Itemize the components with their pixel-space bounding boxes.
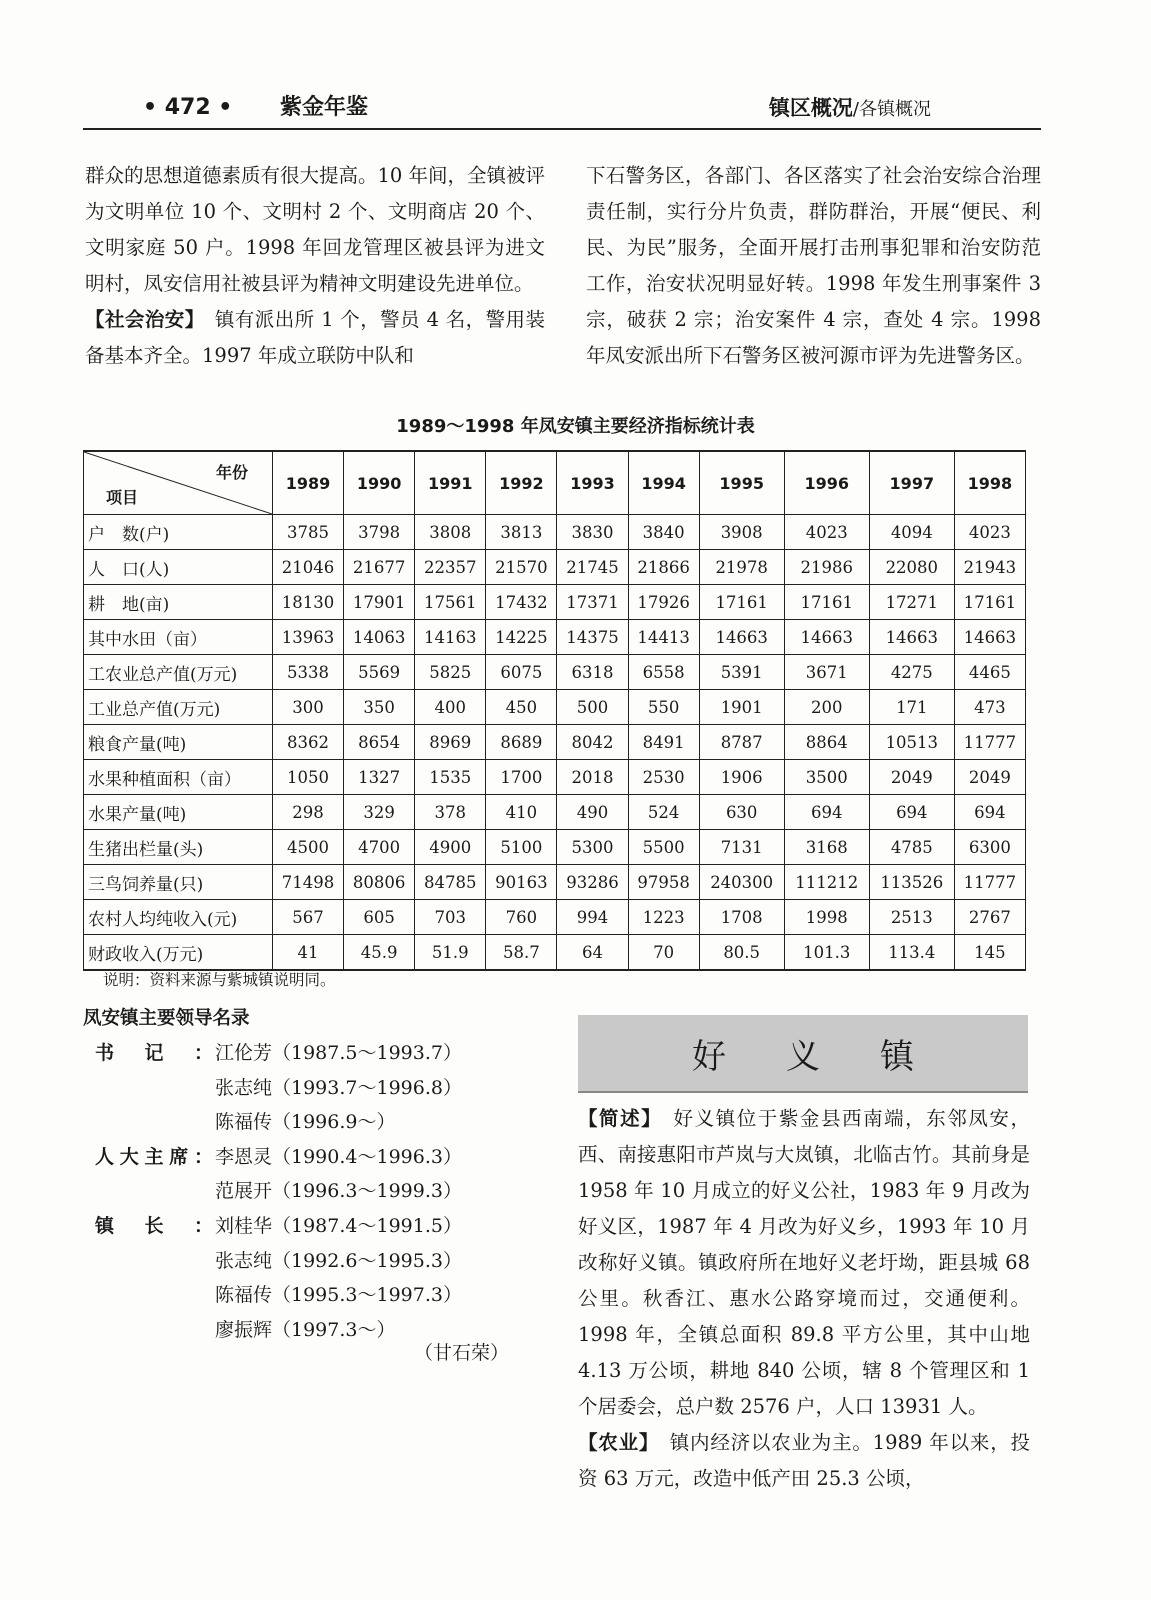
leader-row — [95, 1244, 462, 1279]
row-label: 工业总产值(万元) — [84, 690, 273, 725]
table-cell: 760 — [486, 900, 557, 935]
table-cell: 5569 — [344, 655, 415, 690]
table-cell: 2530 — [628, 760, 699, 795]
table-row — [84, 550, 1026, 585]
table-cell: 70 — [628, 935, 699, 971]
leader-role — [95, 1278, 215, 1313]
leader-row — [95, 1174, 462, 1209]
leader-row — [95, 1278, 462, 1313]
table-cell: 8362 — [273, 725, 344, 760]
table-cell: 694 — [784, 795, 869, 830]
table-cell: 1901 — [699, 690, 784, 725]
table-cell: 21866 — [628, 550, 699, 585]
row-label: 工农业总产值(万元) — [84, 655, 273, 690]
table-row — [84, 865, 1026, 900]
table-cell: 5500 — [628, 830, 699, 865]
row-label: 户 数(户) — [84, 515, 273, 550]
town-name: 好义镇 — [692, 1037, 974, 1077]
table-cell: 3500 — [784, 760, 869, 795]
table-cell: 4275 — [869, 655, 954, 690]
table-cell: 1535 — [415, 760, 486, 795]
table-cell: 2513 — [869, 900, 954, 935]
year-header: 1998 — [954, 451, 1025, 515]
table-cell: 17926 — [628, 585, 699, 620]
table-cell: 4023 — [784, 515, 869, 550]
table-cell: 111212 — [784, 865, 869, 900]
row-label: 水果产量(吨) — [84, 795, 273, 830]
row-label: 耕 地(亩) — [84, 585, 273, 620]
table-row — [84, 620, 1026, 655]
leader-row — [95, 1036, 462, 1071]
table-cell: 524 — [628, 795, 699, 830]
leader-role — [95, 1105, 215, 1140]
table-cell: 21986 — [784, 550, 869, 585]
table-cell: 500 — [557, 690, 628, 725]
table-cell: 3813 — [486, 515, 557, 550]
leaders-list — [95, 1036, 462, 1347]
table-cell: 3168 — [784, 830, 869, 865]
table-cell: 4023 — [954, 515, 1025, 550]
table-cell: 113526 — [869, 865, 954, 900]
table-cell: 4700 — [344, 830, 415, 865]
table-cell: 14663 — [699, 620, 784, 655]
paragraph-agriculture — [578, 1425, 1030, 1497]
table-cell: 58.7 — [486, 935, 557, 971]
table-cell: 5100 — [486, 830, 557, 865]
table-cell: 450 — [486, 690, 557, 725]
table-cell: 1906 — [699, 760, 784, 795]
town-title-banner — [578, 1015, 1028, 1093]
page-number: • 472 • — [143, 95, 233, 120]
leader-entry: 陈福传（1995.3～1997.3） — [215, 1284, 462, 1307]
table-cell: 3785 — [273, 515, 344, 550]
year-header: 1992 — [486, 451, 557, 515]
table-cell: 13963 — [273, 620, 344, 655]
table-row — [84, 935, 1026, 971]
table-cell: 350 — [344, 690, 415, 725]
table-cell: 11777 — [954, 725, 1025, 760]
table-cell: 2018 — [557, 760, 628, 795]
leader-entry: 范展开（1996.3～1999.3） — [215, 1180, 462, 1203]
table-cell: 378 — [415, 795, 486, 830]
table-cell: 11777 — [954, 865, 1025, 900]
table-row — [84, 830, 1026, 865]
leader-role — [95, 1174, 215, 1209]
paragraph-civilization: 群众的思想道德素质有很大提高。10 年间，全镇被评为文明单位 10 个、文明村 2 个、文明商店 20 个、文明家庭 50 户。1998 年回龙管理区被县评为进文明村，凤安信用社被县评为精神文明建设先进单位。 — [85, 164, 546, 295]
table-cell: 3798 — [344, 515, 415, 550]
table-cell: 17432 — [486, 585, 557, 620]
table-cell: 5391 — [699, 655, 784, 690]
table-cell: 5338 — [273, 655, 344, 690]
row-label: 粮食产量(吨) — [84, 725, 273, 760]
table-cell: 298 — [273, 795, 344, 830]
table-cell: 567 — [273, 900, 344, 935]
table-cell: 6300 — [954, 830, 1025, 865]
table-cell: 6558 — [628, 655, 699, 690]
table-cell: 14375 — [557, 620, 628, 655]
table-cell: 200 — [784, 690, 869, 725]
year-header: 1995 — [699, 451, 784, 515]
row-label: 三鸟饲养量(只) — [84, 865, 273, 900]
table-cell: 2049 — [869, 760, 954, 795]
table-cell: 3840 — [628, 515, 699, 550]
table-cell: 1708 — [699, 900, 784, 935]
corner-year-label: 年份 — [215, 463, 248, 482]
table-title: 1989～1998 年凤安镇主要经济指标统计表 — [396, 416, 755, 437]
right-column-top — [586, 158, 1041, 374]
year-header: 1996 — [784, 451, 869, 515]
year-header: 1990 — [344, 451, 415, 515]
table-cell: 171 — [869, 690, 954, 725]
table-cell: 3671 — [784, 655, 869, 690]
table-cell: 300 — [273, 690, 344, 725]
table-cell: 90163 — [486, 865, 557, 900]
table-cell: 5825 — [415, 655, 486, 690]
table-cell: 71498 — [273, 865, 344, 900]
table-note: 说明：资料来源与紫城镇说明同。 — [103, 971, 336, 989]
table-row — [84, 760, 1026, 795]
paragraph-agriculture-text: 镇内经济以农业为主。1989 年以来，投资 63 万元，改造中低产田 25.3 公顷， — [578, 1431, 1030, 1490]
table-cell: 101.3 — [784, 935, 869, 971]
header-right — [769, 92, 931, 122]
table-cell: 694 — [954, 795, 1025, 830]
table-cell: 145 — [954, 935, 1025, 971]
table-cell: 21745 — [557, 550, 628, 585]
year-header: 1997 — [869, 451, 954, 515]
corner-item-label: 项目 — [106, 488, 139, 507]
table-cell: 6075 — [486, 655, 557, 690]
table-row — [84, 795, 1026, 830]
table-cell: 14413 — [628, 620, 699, 655]
row-label: 水果种植面积（亩） — [84, 760, 273, 795]
table-cell: 1223 — [628, 900, 699, 935]
table-cell: 51.9 — [415, 935, 486, 971]
leader-role: 镇长： — [95, 1214, 213, 1237]
table-cell: 2049 — [954, 760, 1025, 795]
table-cell: 64 — [557, 935, 628, 971]
table-cell: 22357 — [415, 550, 486, 585]
table-cell: 4094 — [869, 515, 954, 550]
table-cell: 41 — [273, 935, 344, 971]
leader-entry: 刘桂华（1987.4～1991.5） — [215, 1214, 462, 1237]
table-cell: 14663 — [869, 620, 954, 655]
leader-entry: 李恩灵（1990.4～1996.3） — [215, 1145, 462, 1168]
table-cell: 17161 — [699, 585, 784, 620]
table-cell: 8864 — [784, 725, 869, 760]
author-credit: （甘石荣） — [414, 1342, 510, 1364]
table-cell: 329 — [344, 795, 415, 830]
leader-role — [95, 1244, 215, 1279]
table-corner-cell — [84, 451, 273, 515]
table-cell: 80806 — [344, 865, 415, 900]
table-cell: 21943 — [954, 550, 1025, 585]
table-cell: 17561 — [415, 585, 486, 620]
table-body — [84, 515, 1026, 971]
section-lead-agriculture: 【农业】 — [578, 1431, 650, 1454]
table-cell: 6318 — [557, 655, 628, 690]
row-label: 农村人均纯收入(元) — [84, 900, 273, 935]
leader-role: 人大主席： — [95, 1145, 213, 1168]
table-cell: 21677 — [344, 550, 415, 585]
leader-entry: 张志纯（1993.7～1996.8） — [215, 1076, 462, 1099]
table-cell: 8491 — [628, 725, 699, 760]
table-cell: 22080 — [869, 550, 954, 585]
table-cell: 8689 — [486, 725, 557, 760]
table-cell: 14663 — [784, 620, 869, 655]
table-cell: 1327 — [344, 760, 415, 795]
table-row — [84, 725, 1026, 760]
table-cell: 80.5 — [699, 935, 784, 971]
row-label: 人 口(人) — [84, 550, 273, 585]
table-cell: 84785 — [415, 865, 486, 900]
table-cell: 14063 — [344, 620, 415, 655]
table-cell: 17371 — [557, 585, 628, 620]
table-header-row — [84, 451, 1026, 515]
paragraph-police-district: 下石警务区，各部门、各区落实了社会治安综合治理责任制，实行分片负责，群防群治，开展“便民、利民、为民”服务，全面开展打击刑事犯罪和治安防范工作，治安状况明显好转。1998 年发生刑事案件 3 宗，破获 2 宗；治安案件 4 宗，查处 4 宗。1998 年凤安派出所下石警务区被河源市评为先进警务区。 — [586, 164, 1041, 367]
table-cell: 10513 — [869, 725, 954, 760]
year-header: 1989 — [273, 451, 344, 515]
table-cell: 1050 — [273, 760, 344, 795]
leader-row — [95, 1313, 462, 1348]
table-cell: 3808 — [415, 515, 486, 550]
paragraph-overview — [578, 1101, 1030, 1425]
leader-row — [95, 1140, 462, 1175]
paragraph-public-security — [85, 302, 545, 374]
leader-entry: 张志纯（1992.6～1995.3） — [215, 1249, 462, 1272]
table-cell: 630 — [699, 795, 784, 830]
table-cell: 605 — [344, 900, 415, 935]
row-label: 生猪出栏量(头) — [84, 830, 273, 865]
table-cell: 18130 — [273, 585, 344, 620]
row-label: 其中水田（亩） — [84, 620, 273, 655]
table-cell: 8969 — [415, 725, 486, 760]
leader-role — [95, 1313, 215, 1348]
leader-row — [95, 1071, 462, 1106]
table-cell: 14163 — [415, 620, 486, 655]
leader-role: 书记： — [95, 1042, 213, 1064]
paragraph-overview-text: 好义镇位于紫金县西南端，东邻凤安，西、南接惠阳市芦岚与大岚镇，北临古竹。其前身是 1958 年 10 月成立的好义公社，1983 年 9 月改为好义区，1987 年 4 月改为好义乡，1993 年 10 月改称好义镇。镇政府所在地好义老圩坳，距县城 68 公里。秋香江、惠水公路穿境而过，交通便利。1998 年，全镇总面积 89.8 平方公里，其中山地 4.13 万公顷，耕地 840 公顷，辖 8 个管理区和 1 个居委会，总户数 2576 户，人口 13931 人。 — [578, 1107, 1030, 1418]
table-cell: 703 — [415, 900, 486, 935]
year-header: 1994 — [628, 451, 699, 515]
leader-row — [95, 1209, 462, 1244]
table-cell: 3830 — [557, 515, 628, 550]
table-cell: 4465 — [954, 655, 1025, 690]
book-title: 紫金年鉴 — [280, 95, 369, 120]
table-cell: 1998 — [784, 900, 869, 935]
table-cell: 97958 — [628, 865, 699, 900]
section-lead-security: 【社会治安】 — [85, 308, 195, 331]
right-column-bottom — [578, 1101, 1030, 1497]
leader-role — [95, 1071, 215, 1106]
table-row — [84, 690, 1026, 725]
table-row — [84, 585, 1026, 620]
year-header: 1993 — [557, 451, 628, 515]
table-cell: 7131 — [699, 830, 784, 865]
table-cell: 4900 — [415, 830, 486, 865]
table-cell: 8042 — [557, 725, 628, 760]
table-row — [84, 900, 1026, 935]
table-cell: 21978 — [699, 550, 784, 585]
table-cell: 8787 — [699, 725, 784, 760]
table-cell: 994 — [557, 900, 628, 935]
leaders-title: 凤安镇主要领导名录 — [83, 1008, 250, 1029]
table-cell: 1700 — [486, 760, 557, 795]
leader-entry: 廖振辉（1997.3～） — [215, 1318, 396, 1341]
leader-entry: 江伦芳（1987.5～1993.7） — [215, 1042, 462, 1064]
table-cell: 400 — [415, 690, 486, 725]
leader-row — [95, 1105, 462, 1140]
table-cell: 410 — [486, 795, 557, 830]
header-left — [143, 90, 368, 121]
table-cell: 21570 — [486, 550, 557, 585]
table-row — [84, 655, 1026, 690]
subsection-title: /各镇概况 — [852, 99, 931, 120]
table-cell: 694 — [869, 795, 954, 830]
paragraph-security-text: 镇有派出所 1 个，警员 4 名，警用装备基本齐全。1997 年成立联防中队和 — [85, 308, 545, 367]
table-cell: 17161 — [954, 585, 1025, 620]
table-cell: 4500 — [273, 830, 344, 865]
table-cell: 14663 — [954, 620, 1025, 655]
table-cell: 473 — [954, 690, 1025, 725]
left-column-top — [85, 158, 545, 374]
table-row — [84, 515, 1026, 550]
table-cell: 490 — [557, 795, 628, 830]
table-cell: 2767 — [954, 900, 1025, 935]
table-cell: 8654 — [344, 725, 415, 760]
year-header: 1991 — [415, 451, 486, 515]
economic-indicators-table — [83, 450, 1026, 971]
table-cell: 21046 — [273, 550, 344, 585]
section-title: 镇区概况 — [768, 96, 853, 120]
table-cell: 240300 — [699, 865, 784, 900]
table-cell: 93286 — [557, 865, 628, 900]
table-cell: 45.9 — [344, 935, 415, 971]
page-header — [83, 88, 1041, 130]
table-cell: 14225 — [486, 620, 557, 655]
leader-entry: 陈福传（1996.9～） — [215, 1111, 396, 1134]
table-cell: 5300 — [557, 830, 628, 865]
table-cell: 3908 — [699, 515, 784, 550]
table-cell: 17161 — [784, 585, 869, 620]
table-cell: 17271 — [869, 585, 954, 620]
table-cell: 17901 — [344, 585, 415, 620]
table-cell: 113.4 — [869, 935, 954, 971]
row-label: 财政收入(万元) — [84, 935, 273, 971]
section-lead-overview: 【简述】 — [578, 1107, 653, 1130]
table-cell: 550 — [628, 690, 699, 725]
table-cell: 4785 — [869, 830, 954, 865]
